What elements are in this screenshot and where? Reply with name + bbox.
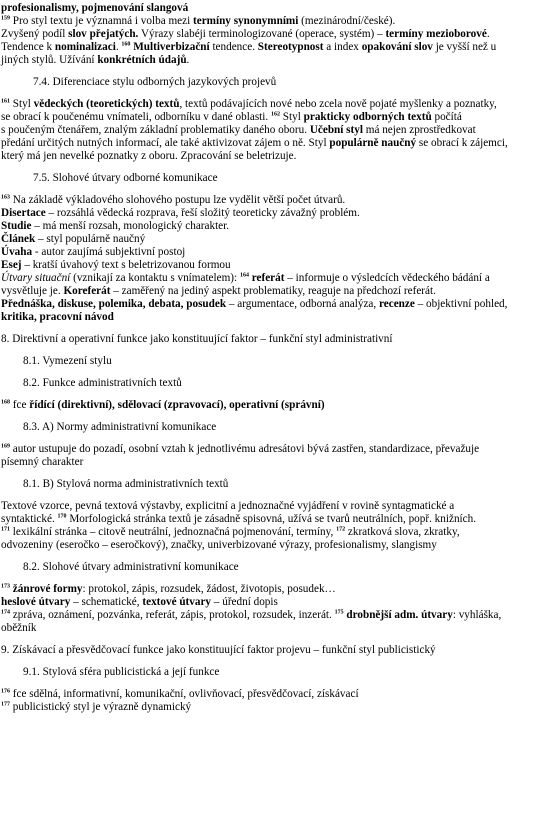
section-heading-8: 8. Direktivní a operativní funkce jako konstituující faktor – funkční styl administrativní (1, 333, 393, 345)
paragraph-170 (1, 500, 538, 513)
text-span: – úřední dopis (211, 596, 278, 608)
paragraph-176 (1, 688, 538, 701)
text-span: : protokol, zápis, rozsudek, žádost, životopis, posudek… (82, 583, 336, 595)
text-span: se obrací k zájemci, (416, 137, 508, 149)
text-line (1, 150, 538, 163)
text-line (1, 539, 538, 552)
footnote-number: 161 (1, 98, 10, 105)
text-span: Disertace (1, 207, 46, 219)
text-line (1, 456, 538, 469)
text-line (1, 259, 538, 272)
text-line (1, 15, 538, 28)
footnote-number: 175 (334, 609, 344, 616)
text-span: – informuje o výsledcích vědeckého bádání a (284, 272, 490, 284)
text-span: Morfologická stránka textů je zásadně spisovná, užívá se tvarů neutrálních, popř. knižních. (66, 513, 477, 525)
footnote-number: 170 (57, 513, 67, 520)
text-line (1, 272, 538, 285)
section-heading-8-2-b: 8.2. Slohové útvary administrativní komunikace (23, 561, 239, 573)
text-span: písemný charakter (1, 456, 84, 468)
text-span: recenze (379, 298, 415, 310)
text-line (1, 513, 538, 526)
text-span: populárně naučný (329, 137, 417, 149)
text-span: – rozsáhlá vědecká rozprava, řeší složitý teoreticky závažný problém. (45, 207, 360, 219)
text-span: Multiverbizační (130, 41, 210, 53)
text-span: kritika, pracovní návod (1, 311, 114, 323)
section-heading-9: 9. Získávací a přesvědčovací funkce jako konstituující faktor projevu – funkční styl publicistický (1, 644, 436, 656)
paragraph-161 (1, 98, 538, 111)
text-span: Přednáška, diskuse, polemika, debata, posudek (1, 298, 227, 310)
text-span: lexikální stránka – citově neutrální, jednoznačná pojmenování, termíny, (10, 526, 337, 538)
text-span: jiných stylů. Užívání (1, 54, 98, 66)
section-heading-8-2: 8.2. Funkce administrativních textů (23, 377, 182, 389)
text-line (1, 233, 538, 246)
text-span: oběžník (1, 622, 37, 634)
text-span: – styl populárně naučný (35, 233, 146, 245)
footnote-number: 177 (1, 701, 10, 708)
text-span: konkrétních údajů (97, 54, 187, 66)
text-span: , textů podávajících nové nebo zcela nově pojaté myšlenky a poznatky, (179, 98, 497, 110)
text-span: referát (248, 272, 285, 284)
text-span: slov přejatých. (68, 28, 139, 40)
text-span: zpráva, oznámení, pozvánka, referát, zápis, protokol, rozsudek, inzerát. (10, 609, 335, 621)
footnote-number: 168 (1, 399, 10, 406)
section-heading-7-5: 7.5. Slohové útvary odborné komunikace (33, 172, 218, 184)
text-line (1, 285, 538, 298)
paragraph-173 (1, 583, 538, 596)
text-span: Úvaha (1, 246, 33, 258)
text-span: - autor zaujímá subjektivní postoj (32, 246, 186, 258)
text-span: textové útvary (142, 596, 212, 608)
text-span: Tendence k (1, 41, 55, 53)
text-span: zkratková slova, zkratky, (345, 526, 460, 538)
text-line (1, 311, 538, 324)
text-line (1, 596, 538, 609)
text-line (1, 111, 538, 124)
text-span: a index (323, 41, 362, 53)
text-span: Učební styl (309, 124, 363, 136)
text-span: syntaktické. (1, 513, 58, 525)
text-span: Výrazy slabéji terminologizované (operace, systém) – (138, 28, 386, 40)
text-span: – schematické, (70, 596, 143, 608)
text-line (1, 207, 538, 220)
text-line (1, 701, 538, 714)
text-span: prakticky odborných textů (303, 111, 432, 123)
footnote-number: 171 (1, 526, 10, 533)
text-span: publicistický styl je výrazně dynamický (10, 701, 192, 713)
text-span: Textové vzorce, pevná textová výstavby, explicitní a jednoznačné vyjádření v rovině syntagmatické a (1, 500, 455, 512)
paragraph-163 (1, 194, 538, 207)
text-span: : vyhláška, (452, 609, 502, 621)
text-line (1, 124, 538, 137)
text-span: profesionalismy, pojmenování slangová (1, 2, 189, 14)
footnote-number: 160 (121, 41, 131, 48)
footnote-number: 172 (336, 526, 346, 533)
section-heading-9-1: 9.1. Stylová sféra publicistická a její funkce (23, 666, 220, 678)
paragraph-168 (1, 399, 538, 412)
text-span: Pro styl textu je významná i volba mezi (10, 15, 193, 27)
text-span: . (115, 41, 122, 53)
text-span: (mezinárodní/české). (298, 15, 396, 27)
text-span: . (486, 28, 490, 40)
text-line (1, 28, 538, 41)
text-line (1, 137, 538, 150)
text-span: Styl (10, 98, 34, 110)
text-span: Styl (280, 111, 304, 123)
text-span: fce sdělná, informativní, komunikační, ovlivňovací, přesvědčovací, získávací (10, 688, 359, 700)
text-span: Koreferát (63, 285, 111, 297)
text-line (1, 220, 538, 233)
text-span: řídící (direktivní), sdělovací (zpravovací), operativní (správní) (29, 399, 325, 411)
text-span: termíny mezioborové (385, 28, 487, 40)
footnote-number: 169 (1, 443, 10, 450)
text-span: Zvyšený podíl (1, 28, 69, 40)
text-span: autor ustupuje do pozadí, osobní vztah k jednotlivému adresátovi bývá zastřen, standardizace, převažuje (10, 443, 480, 455)
text-span: opakování slov (361, 41, 433, 53)
text-span: má nejen zprostředkovat (362, 124, 476, 136)
footnote-number: 164 (239, 272, 249, 279)
text-span: – argumentace, odborná analýza, (226, 298, 379, 310)
text-span: nominalizaci (54, 41, 116, 53)
footnote-number: 163 (1, 194, 10, 201)
text-line (1, 609, 538, 622)
text-span: fce (10, 399, 30, 411)
text-line (1, 246, 538, 259)
text-span: . (186, 54, 190, 66)
text-line (1, 2, 538, 15)
text-line (1, 622, 538, 635)
text-span: Na základě výkladového slohového postupu lze vydělit větší počet útvarů. (10, 194, 346, 206)
text-span: – má menší rozsah, monologický charakter. (31, 220, 230, 232)
text-span: vysvětluje je. (1, 285, 64, 297)
footnote-number: 159 (1, 15, 10, 22)
paragraph-169 (1, 443, 538, 456)
text-span: (vznikají za kontaktu s vnímatelem): (70, 272, 240, 284)
text-span: heslové útvary (1, 596, 71, 608)
text-span: počítá (431, 111, 462, 123)
text-span: tendence. (209, 41, 258, 53)
text-span: který má jen nevelké poznatky z oboru. Zpracování se beletrizuje. (1, 150, 297, 162)
text-span: Studie (1, 220, 32, 232)
text-line (1, 54, 538, 67)
text-span: Článek (1, 233, 36, 245)
section-heading-8-1-b: 8.1. B) Stylová norma administrativních textů (23, 478, 229, 490)
section-heading-7-4: 7.4. Diferenciace stylu odborných jazykových projevů (33, 76, 277, 88)
text-span: se obrací k poučenému vnímateli, odborníku v dané oblasti. (1, 111, 271, 123)
text-span: odvozeniny (eseročko – eseročkový), značky, univerbizované výrazy, profesionalismy, slangismy (1, 539, 437, 551)
text-span: Esej (1, 259, 22, 271)
text-span: – zaměřený na jediný aspekt problematiky, reaguje na předchozí referát. (110, 285, 436, 297)
text-line (1, 526, 538, 539)
text-span: Stereotypnost (257, 41, 324, 53)
text-line (1, 298, 538, 311)
footnote-number: 174 (1, 609, 10, 616)
footnote-number: 176 (1, 688, 10, 695)
footnote-number: 162 (271, 111, 280, 118)
text-span: – objektivní pohled, (414, 298, 508, 310)
text-span: s poučeným čtenářem, znalým základní problematiky daného oboru. (1, 124, 310, 136)
text-span: – kratší úvahový text s beletrizovanou formou (21, 259, 231, 271)
section-heading-8-1: 8.1. Vymezení stylu (23, 355, 112, 367)
text-span: žánrové formy (10, 583, 83, 595)
text-span: drobnější adm. útvary (343, 609, 453, 621)
text-span: vědeckých (teoretických) textů (33, 98, 180, 110)
text-span: Útvary situační (1, 272, 71, 284)
text-span: je vyšší než u (432, 41, 497, 53)
footnote-number: 173 (1, 583, 10, 590)
text-line (1, 41, 538, 54)
text-span: předání určitých nutných informací, ale také aktivizovat zájem o ně. Styl (1, 137, 330, 149)
section-heading-8-3: 8.3. A) Normy administrativní komunikace (23, 421, 217, 433)
text-span: termíny synonymními (193, 15, 299, 27)
